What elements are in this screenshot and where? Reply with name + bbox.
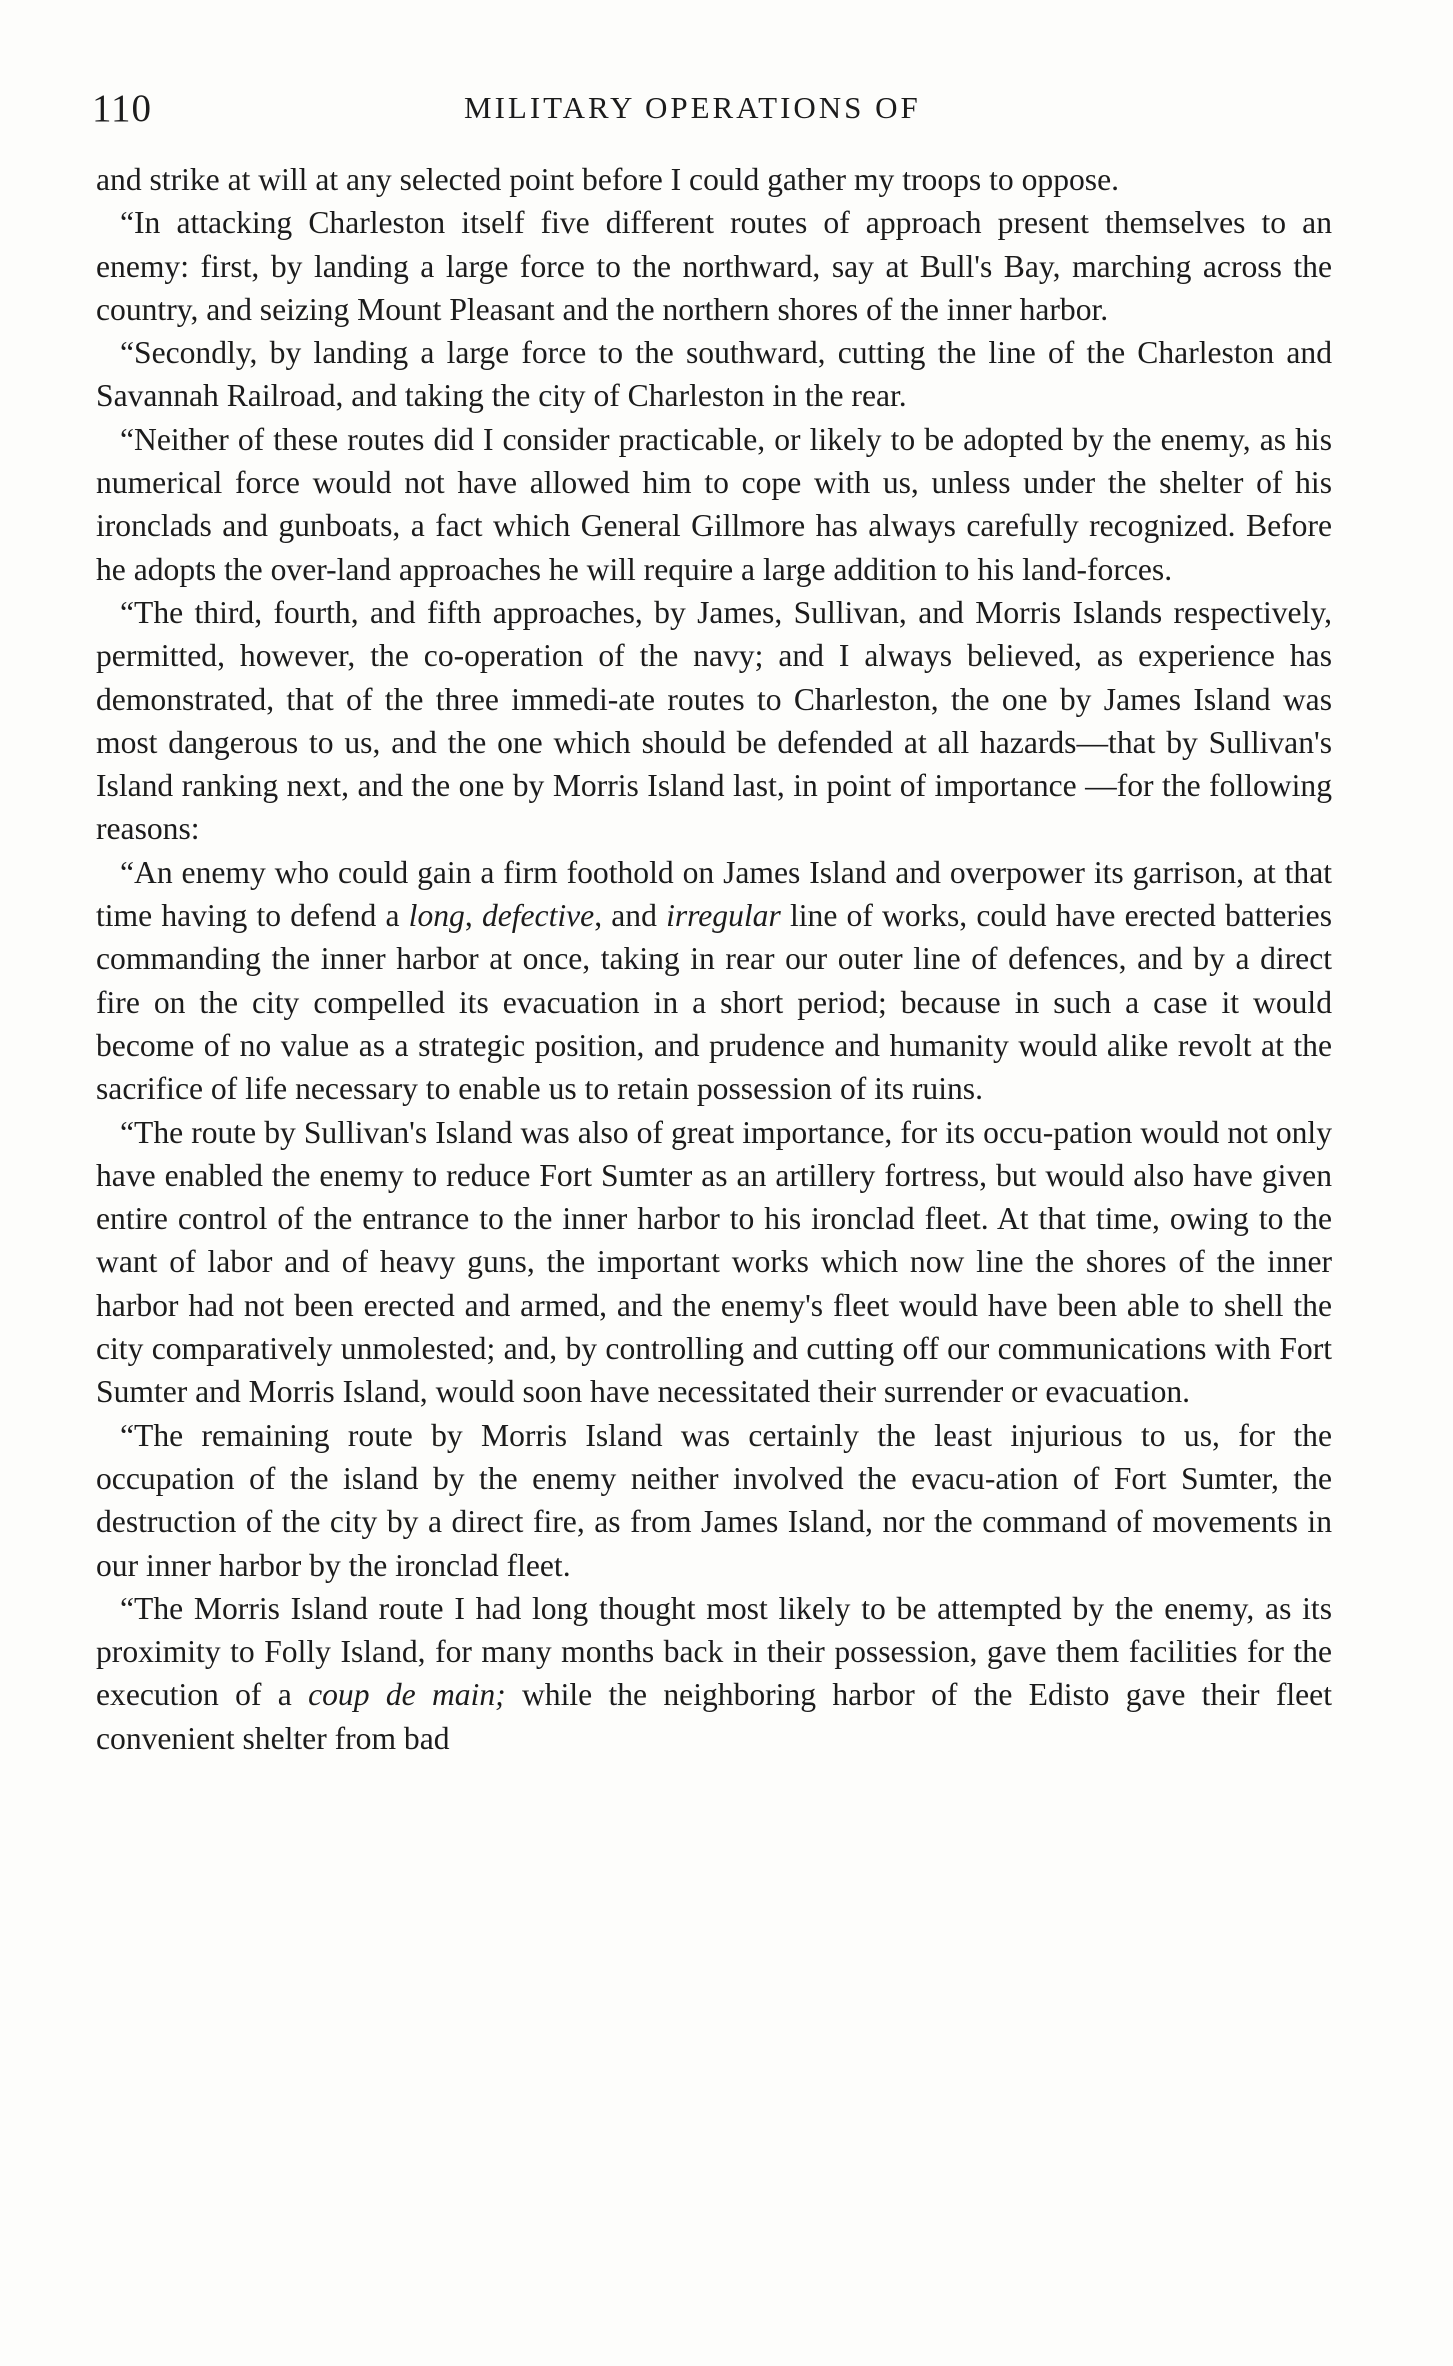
italic-text: long	[408, 898, 465, 934]
paragraph	[96, 331, 1332, 418]
paragraph	[96, 1414, 1332, 1587]
paragraph	[96, 1587, 1332, 1760]
text-run: “The route by Sullivan's Island was also of great importance, for its occu-pation would not only have enabled the enemy to reduce Fort Sumter as an artillery fortress, but would also have given entire control of the entrance to the inner harbor to his ironclad fleet. At that time, owing to the want of labor and of heavy guns, the important works which now line the shores of the inner harbor had not been erected and armed, and the enemy's fleet would have been able to shell the city comparatively unmolested; and, by controlling and cutting off our communications with Fort Sumter and Morris Island, would soon have necessitated their surrender or evacuation.	[96, 1114, 1332, 1410]
text-run: “In attacking Charleston itself five different routes of approach present themselves to an enemy: first, by landing a large force to the northward, say at Bull's Bay, marching across the country, and seizing Mount Pleasant and the northern shores of the inner harbor.	[96, 205, 1332, 327]
italic-text: defective	[481, 898, 595, 934]
text-run: line of works, could have erected batteries commanding the inner harbor at once, taking in rear our outer line of defences, and by a direct fire on the city compelled its evacuation in a short period; because in such a case it would become of no value as a strategic position, and prudence and humanity would alike revolt at the sacrifice of life necessary to enable us to retain possession of its ruins.	[96, 898, 1332, 1107]
text-run: while the neighboring harbor of the Edisto gave their fleet convenient shelter from bad	[96, 1677, 1332, 1756]
text-run: and strike at will at any selected point before I could gather my troops to oppose.	[96, 162, 1120, 197]
body-text	[96, 158, 1332, 1760]
text-run: “Secondly, by landing a large force to the southward, cutting the line of the Charleston and Savannah Railroad, and taking the city of Charleston in the rear.	[96, 335, 1332, 414]
paragraph	[96, 1111, 1332, 1414]
page-header	[92, 86, 1342, 146]
paragraph	[96, 591, 1332, 851]
text-run: “Neither of these routes did I consider practicable, or likely to be adopted by the enemy, as his numerical force would not have allowed him to cope with us, unless under the shelter of his ironclads and gunboats, a fact which General Gillmore has always carefully recognized. Before he adopts the over-land approaches he will require a large addition to his land-forces.	[96, 421, 1332, 587]
page-number: 110	[92, 87, 153, 130]
text-run: , and	[594, 898, 667, 934]
text-run: “The third, fourth, and fifth approaches, by James, Sullivan, and Morris Islands respectively, permitted, however, the co-operation of the navy; and I always believed, as experience has demonstrated, that of the three immedi-ate routes to Charleston, the one by James Island was most dangerous to us, and the one which should be defended at all hazards—that by Sullivan's Island ranking next, and the one by Morris Island last, in point of importance —for the following reasons:	[96, 594, 1332, 847]
text-run: ,	[464, 898, 482, 934]
italic-text: irregular	[666, 898, 781, 934]
paragraph	[96, 851, 1332, 1111]
text-run: “An enemy who could gain a firm foothold on James Island and overpower its garrison, at that time having to defend a	[96, 854, 1332, 934]
text-run: “The remaining route by Morris Island was certainly the least injurious to us, for the occupation of the island by the enemy neither involved the evacu-ation of Fort Sumter, the destruction of the city by a direct fire, as from James Island, nor the command of movements in our inner harbor by the ironclad fleet.	[96, 1417, 1332, 1583]
paragraph	[96, 158, 1332, 201]
paragraph	[96, 418, 1332, 591]
paragraph	[96, 201, 1332, 331]
running-head: MILITARY OPERATIONS OF	[464, 90, 921, 125]
text-run: “The Morris Island route I had long thought most likely to be attempted by the enemy, as its proximity to Folly Island, for many months back in their possession, gave them facilities for the execution of a	[96, 1590, 1332, 1713]
italic-text: coup de main;	[308, 1677, 506, 1713]
